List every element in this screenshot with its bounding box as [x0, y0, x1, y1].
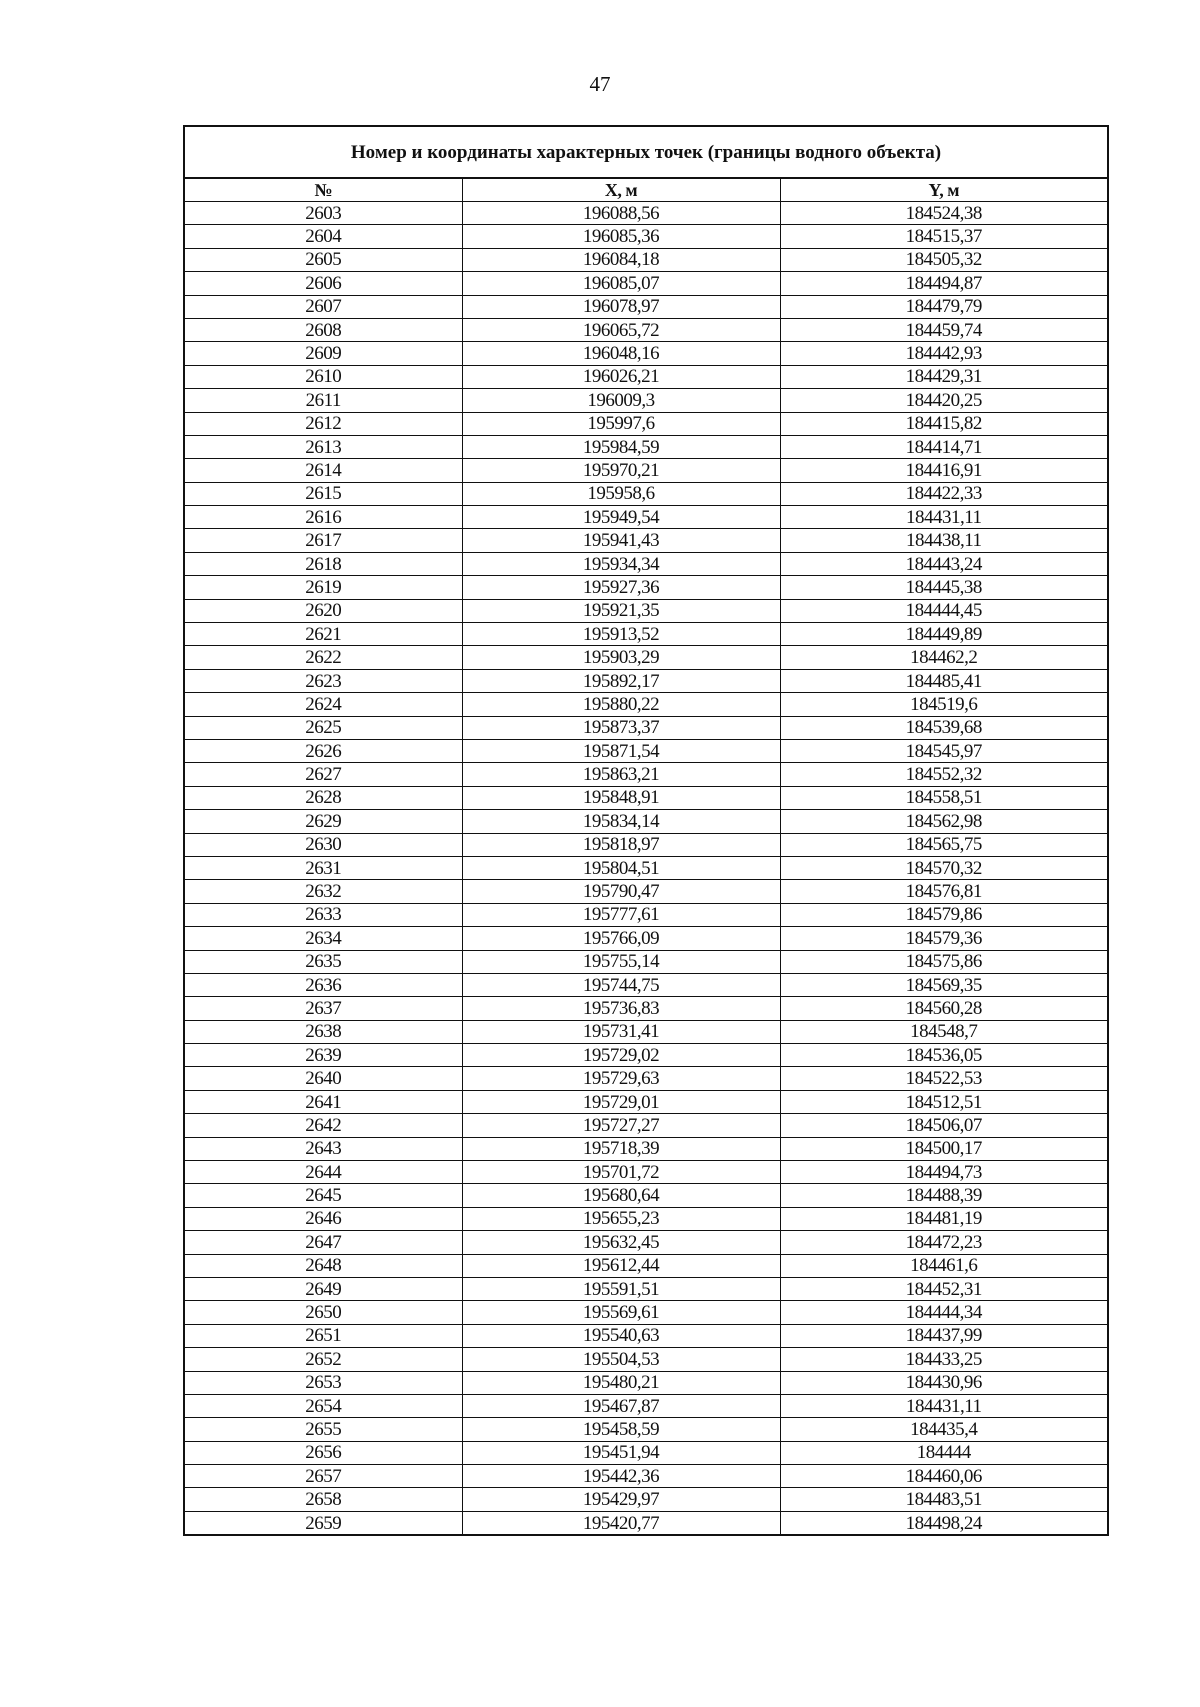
cell-y-coordinate: 184429,31 [780, 365, 1108, 388]
cell-x-coordinate: 195701,72 [462, 1161, 780, 1184]
table-row [184, 1394, 1108, 1417]
cell-y-coordinate: 184444 [780, 1441, 1108, 1464]
cell-y-coordinate: 184488,39 [780, 1184, 1108, 1207]
cell-point-number: 2651 [184, 1324, 462, 1347]
cell-x-coordinate: 195804,51 [462, 856, 780, 879]
table-row [184, 272, 1108, 295]
cell-y-coordinate: 184522,53 [780, 1067, 1108, 1090]
table-row [184, 833, 1108, 856]
coordinates-table [183, 125, 1109, 1536]
cell-y-coordinate: 184483,51 [780, 1488, 1108, 1511]
cell-x-coordinate: 195755,14 [462, 950, 780, 973]
cell-y-coordinate: 184481,19 [780, 1207, 1108, 1230]
cell-x-coordinate: 195451,94 [462, 1441, 780, 1464]
table-row [184, 1488, 1108, 1511]
cell-x-coordinate: 195612,44 [462, 1254, 780, 1277]
table-row [184, 435, 1108, 458]
cell-y-coordinate: 184415,82 [780, 412, 1108, 435]
cell-point-number: 2614 [184, 459, 462, 482]
cell-y-coordinate: 184443,24 [780, 552, 1108, 575]
cell-point-number: 2637 [184, 997, 462, 1020]
table-row [184, 1418, 1108, 1441]
cell-point-number: 2639 [184, 1044, 462, 1067]
cell-x-coordinate: 195777,61 [462, 903, 780, 926]
cell-y-coordinate: 184560,28 [780, 997, 1108, 1020]
table-row [184, 1254, 1108, 1277]
table-row [184, 1044, 1108, 1067]
table-row [184, 1137, 1108, 1160]
cell-x-coordinate: 196009,3 [462, 389, 780, 412]
cell-point-number: 2606 [184, 272, 462, 295]
cell-x-coordinate: 195736,83 [462, 997, 780, 1020]
cell-point-number: 2607 [184, 295, 462, 318]
cell-y-coordinate: 184498,24 [780, 1511, 1108, 1535]
cell-y-coordinate: 184524,38 [780, 202, 1108, 225]
table-row [184, 810, 1108, 833]
cell-point-number: 2646 [184, 1207, 462, 1230]
cell-y-coordinate: 184579,86 [780, 903, 1108, 926]
table-row [184, 973, 1108, 996]
cell-x-coordinate: 195766,09 [462, 927, 780, 950]
cell-y-coordinate: 184414,71 [780, 435, 1108, 458]
cell-point-number: 2630 [184, 833, 462, 856]
cell-x-coordinate: 195790,47 [462, 880, 780, 903]
table-row [184, 927, 1108, 950]
cell-point-number: 2657 [184, 1465, 462, 1488]
cell-y-coordinate: 184444,45 [780, 599, 1108, 622]
table-row [184, 342, 1108, 365]
cell-y-coordinate: 184459,74 [780, 318, 1108, 341]
table-row [184, 1114, 1108, 1137]
cell-x-coordinate: 195834,14 [462, 810, 780, 833]
cell-y-coordinate: 184562,98 [780, 810, 1108, 833]
cell-x-coordinate: 196048,16 [462, 342, 780, 365]
cell-x-coordinate: 195997,6 [462, 412, 780, 435]
cell-x-coordinate: 195727,27 [462, 1114, 780, 1137]
table-row [184, 248, 1108, 271]
cell-point-number: 2631 [184, 856, 462, 879]
cell-y-coordinate: 184452,31 [780, 1277, 1108, 1300]
cell-x-coordinate: 195871,54 [462, 739, 780, 762]
cell-point-number: 2656 [184, 1441, 462, 1464]
cell-x-coordinate: 196085,07 [462, 272, 780, 295]
cell-point-number: 2652 [184, 1348, 462, 1371]
cell-x-coordinate: 195913,52 [462, 623, 780, 646]
cell-y-coordinate: 184479,79 [780, 295, 1108, 318]
cell-x-coordinate: 196088,56 [462, 202, 780, 225]
table-row [184, 295, 1108, 318]
cell-x-coordinate: 196026,21 [462, 365, 780, 388]
cell-y-coordinate: 184494,87 [780, 272, 1108, 295]
table-row [184, 903, 1108, 926]
table-row [184, 880, 1108, 903]
table-row [184, 482, 1108, 505]
cell-x-coordinate: 195680,64 [462, 1184, 780, 1207]
cell-point-number: 2617 [184, 529, 462, 552]
table-row [184, 1324, 1108, 1347]
cell-x-coordinate: 195729,01 [462, 1090, 780, 1113]
cell-y-coordinate: 184430,96 [780, 1371, 1108, 1394]
cell-point-number: 2650 [184, 1301, 462, 1324]
table-row [184, 225, 1108, 248]
cell-point-number: 2640 [184, 1067, 462, 1090]
cell-point-number: 2629 [184, 810, 462, 833]
cell-y-coordinate: 184545,97 [780, 739, 1108, 762]
cell-y-coordinate: 184505,32 [780, 248, 1108, 271]
cell-point-number: 2654 [184, 1394, 462, 1417]
table-row [184, 763, 1108, 786]
cell-y-coordinate: 184431,11 [780, 506, 1108, 529]
cell-y-coordinate: 184445,38 [780, 576, 1108, 599]
table-row [184, 599, 1108, 622]
cell-point-number: 2619 [184, 576, 462, 599]
cell-y-coordinate: 184575,86 [780, 950, 1108, 973]
table-row [184, 576, 1108, 599]
coordinates-table-container [183, 125, 1107, 1536]
cell-x-coordinate: 195848,91 [462, 786, 780, 809]
cell-x-coordinate: 195818,97 [462, 833, 780, 856]
cell-y-coordinate: 184539,68 [780, 716, 1108, 739]
cell-point-number: 2616 [184, 506, 462, 529]
cell-y-coordinate: 184536,05 [780, 1044, 1108, 1067]
table-row [184, 202, 1108, 225]
cell-x-coordinate: 195504,53 [462, 1348, 780, 1371]
cell-x-coordinate: 195420,77 [462, 1511, 780, 1535]
cell-y-coordinate: 184461,6 [780, 1254, 1108, 1277]
cell-y-coordinate: 184494,73 [780, 1161, 1108, 1184]
cell-x-coordinate: 195921,35 [462, 599, 780, 622]
cell-point-number: 2644 [184, 1161, 462, 1184]
cell-point-number: 2638 [184, 1020, 462, 1043]
cell-y-coordinate: 184506,07 [780, 1114, 1108, 1137]
cell-x-coordinate: 195941,43 [462, 529, 780, 552]
cell-x-coordinate: 195903,29 [462, 646, 780, 669]
cell-y-coordinate: 184422,33 [780, 482, 1108, 505]
table-row [184, 950, 1108, 973]
cell-x-coordinate: 195442,36 [462, 1465, 780, 1488]
cell-point-number: 2645 [184, 1184, 462, 1207]
table-row [184, 997, 1108, 1020]
cell-y-coordinate: 184512,51 [780, 1090, 1108, 1113]
cell-point-number: 2635 [184, 950, 462, 973]
table-row [184, 1067, 1108, 1090]
cell-x-coordinate: 196085,36 [462, 225, 780, 248]
table-row [184, 646, 1108, 669]
cell-y-coordinate: 184485,41 [780, 669, 1108, 692]
table-body [184, 202, 1108, 1536]
table-row [184, 318, 1108, 341]
cell-y-coordinate: 184515,37 [780, 225, 1108, 248]
table-row [184, 365, 1108, 388]
cell-point-number: 2615 [184, 482, 462, 505]
cell-point-number: 2623 [184, 669, 462, 692]
cell-x-coordinate: 195949,54 [462, 506, 780, 529]
cell-point-number: 2626 [184, 739, 462, 762]
cell-x-coordinate: 195729,63 [462, 1067, 780, 1090]
table-row [184, 1371, 1108, 1394]
cell-x-coordinate: 196078,97 [462, 295, 780, 318]
table-header-row [184, 178, 1108, 202]
cell-x-coordinate: 195429,97 [462, 1488, 780, 1511]
table-caption: Номер и координаты характерных точек (границы водного объекта) [184, 126, 1108, 178]
cell-point-number: 2643 [184, 1137, 462, 1160]
cell-y-coordinate: 184442,93 [780, 342, 1108, 365]
cell-y-coordinate: 184558,51 [780, 786, 1108, 809]
cell-point-number: 2632 [184, 880, 462, 903]
cell-y-coordinate: 184569,35 [780, 973, 1108, 996]
table-row [184, 1441, 1108, 1464]
cell-y-coordinate: 184570,32 [780, 856, 1108, 879]
cell-point-number: 2642 [184, 1114, 462, 1137]
cell-point-number: 2624 [184, 693, 462, 716]
cell-point-number: 2611 [184, 389, 462, 412]
cell-x-coordinate: 195958,6 [462, 482, 780, 505]
table-row [184, 412, 1108, 435]
table-row [184, 786, 1108, 809]
cell-y-coordinate: 184462,2 [780, 646, 1108, 669]
cell-x-coordinate: 195718,39 [462, 1137, 780, 1160]
cell-point-number: 2625 [184, 716, 462, 739]
table-row [184, 693, 1108, 716]
cell-x-coordinate: 195892,17 [462, 669, 780, 692]
cell-point-number: 2648 [184, 1254, 462, 1277]
cell-y-coordinate: 184565,75 [780, 833, 1108, 856]
cell-point-number: 2613 [184, 435, 462, 458]
table-row [184, 623, 1108, 646]
table-row [184, 529, 1108, 552]
cell-y-coordinate: 184500,17 [780, 1137, 1108, 1160]
cell-x-coordinate: 195984,59 [462, 435, 780, 458]
cell-x-coordinate: 195863,21 [462, 763, 780, 786]
cell-point-number: 2620 [184, 599, 462, 622]
table-row [184, 1090, 1108, 1113]
cell-y-coordinate: 184472,23 [780, 1231, 1108, 1254]
table-row [184, 459, 1108, 482]
cell-y-coordinate: 184437,99 [780, 1324, 1108, 1347]
table-row [184, 739, 1108, 762]
cell-point-number: 2621 [184, 623, 462, 646]
cell-y-coordinate: 184438,11 [780, 529, 1108, 552]
cell-point-number: 2659 [184, 1511, 462, 1535]
cell-y-coordinate: 184416,91 [780, 459, 1108, 482]
cell-y-coordinate: 184433,25 [780, 1348, 1108, 1371]
table-row [184, 669, 1108, 692]
cell-y-coordinate: 184420,25 [780, 389, 1108, 412]
cell-point-number: 2655 [184, 1418, 462, 1441]
cell-point-number: 2604 [184, 225, 462, 248]
cell-point-number: 2609 [184, 342, 462, 365]
column-header-y: Y, м [780, 178, 1108, 202]
cell-x-coordinate: 195970,21 [462, 459, 780, 482]
cell-y-coordinate: 184519,6 [780, 693, 1108, 716]
cell-point-number: 2610 [184, 365, 462, 388]
cell-point-number: 2628 [184, 786, 462, 809]
cell-y-coordinate: 184435,4 [780, 1418, 1108, 1441]
cell-point-number: 2603 [184, 202, 462, 225]
cell-point-number: 2647 [184, 1231, 462, 1254]
cell-x-coordinate: 195880,22 [462, 693, 780, 716]
table-row [184, 1161, 1108, 1184]
cell-x-coordinate: 195934,34 [462, 552, 780, 575]
table-row [184, 1020, 1108, 1043]
column-header-x: Х, м [462, 178, 780, 202]
cell-x-coordinate: 195591,51 [462, 1277, 780, 1300]
table-row [184, 1277, 1108, 1300]
table-row [184, 716, 1108, 739]
cell-point-number: 2627 [184, 763, 462, 786]
table-row [184, 389, 1108, 412]
cell-point-number: 2641 [184, 1090, 462, 1113]
cell-x-coordinate: 195731,41 [462, 1020, 780, 1043]
cell-x-coordinate: 195655,23 [462, 1207, 780, 1230]
cell-y-coordinate: 184444,34 [780, 1301, 1108, 1324]
cell-y-coordinate: 184576,81 [780, 880, 1108, 903]
cell-y-coordinate: 184552,32 [780, 763, 1108, 786]
cell-x-coordinate: 195744,75 [462, 973, 780, 996]
cell-point-number: 2636 [184, 973, 462, 996]
table-row [184, 1207, 1108, 1230]
cell-point-number: 2634 [184, 927, 462, 950]
cell-y-coordinate: 184548,7 [780, 1020, 1108, 1043]
table-row [184, 1465, 1108, 1488]
table-row [184, 1184, 1108, 1207]
cell-x-coordinate: 195632,45 [462, 1231, 780, 1254]
cell-point-number: 2622 [184, 646, 462, 669]
cell-point-number: 2612 [184, 412, 462, 435]
cell-x-coordinate: 196084,18 [462, 248, 780, 271]
table-row [184, 1511, 1108, 1535]
cell-point-number: 2658 [184, 1488, 462, 1511]
cell-y-coordinate: 184460,06 [780, 1465, 1108, 1488]
table-row [184, 552, 1108, 575]
table-row [184, 856, 1108, 879]
page-number: 47 [589, 72, 611, 96]
table-row [184, 1231, 1108, 1254]
table-row [184, 1348, 1108, 1371]
cell-y-coordinate: 184579,36 [780, 927, 1108, 950]
cell-x-coordinate: 195569,61 [462, 1301, 780, 1324]
cell-x-coordinate: 195873,37 [462, 716, 780, 739]
cell-y-coordinate: 184431,11 [780, 1394, 1108, 1417]
cell-x-coordinate: 196065,72 [462, 318, 780, 341]
cell-point-number: 2605 [184, 248, 462, 271]
cell-point-number: 2633 [184, 903, 462, 926]
cell-x-coordinate: 195467,87 [462, 1394, 780, 1417]
cell-y-coordinate: 184449,89 [780, 623, 1108, 646]
cell-x-coordinate: 195729,02 [462, 1044, 780, 1067]
cell-x-coordinate: 195458,59 [462, 1418, 780, 1441]
cell-x-coordinate: 195480,21 [462, 1371, 780, 1394]
cell-point-number: 2618 [184, 552, 462, 575]
table-row [184, 506, 1108, 529]
cell-point-number: 2608 [184, 318, 462, 341]
table-row [184, 1301, 1108, 1324]
column-header-number: № [184, 178, 462, 202]
cell-x-coordinate: 195540,63 [462, 1324, 780, 1347]
cell-point-number: 2649 [184, 1277, 462, 1300]
cell-x-coordinate: 195927,36 [462, 576, 780, 599]
table-caption-row [184, 126, 1108, 178]
cell-point-number: 2653 [184, 1371, 462, 1394]
